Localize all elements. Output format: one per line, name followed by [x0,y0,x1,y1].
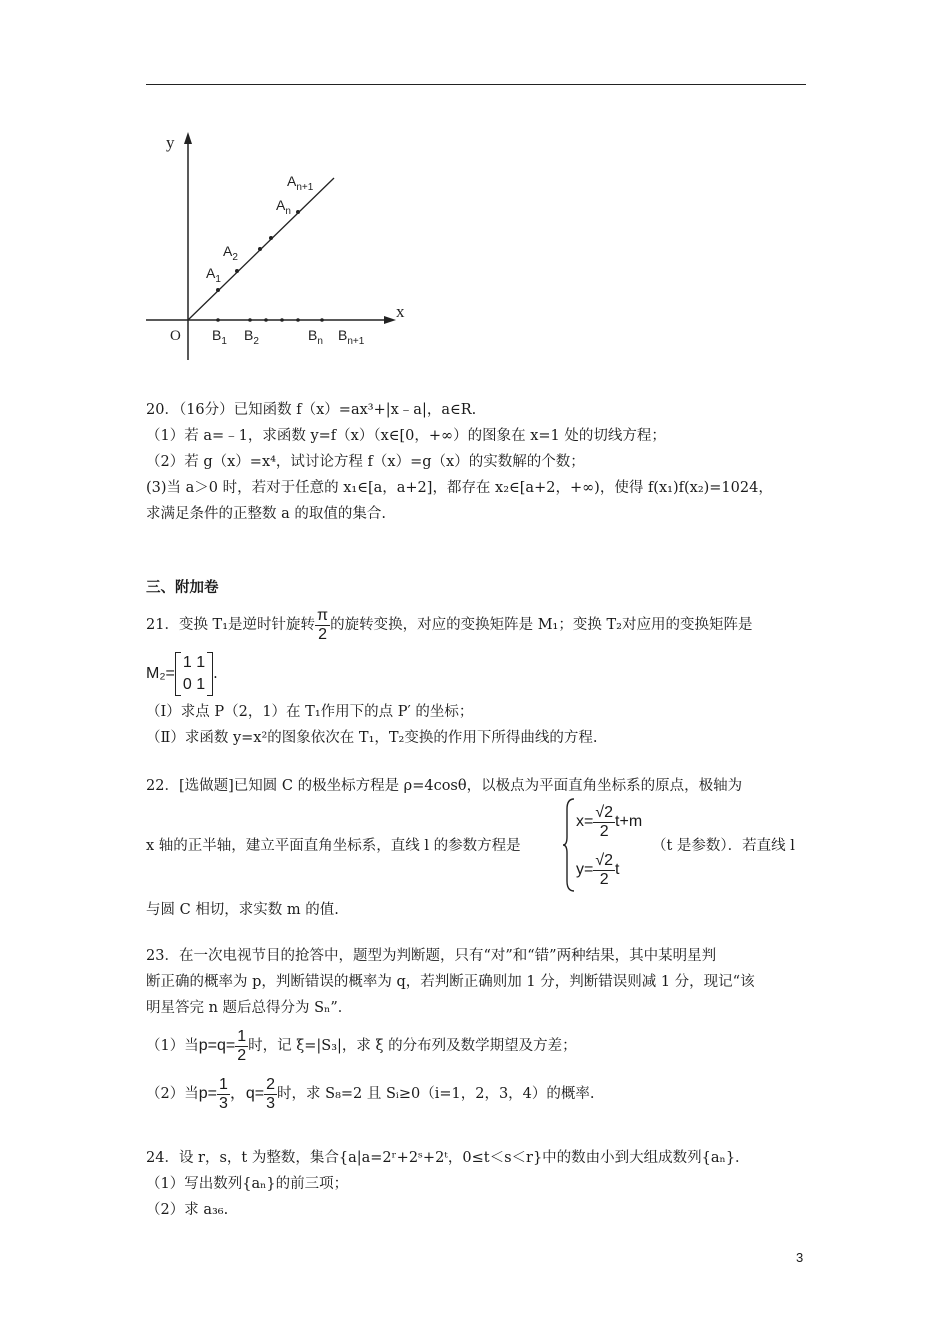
q21-line4: （Ⅱ）求函数 y=x²的图象依次在 T₁，T₂变换的作用下所得曲线的方程. [146,730,598,746]
label-a1: $A_1$ [206,265,221,285]
point-bn [296,318,300,322]
page-number: 3 [796,1250,804,1265]
frac-num: 1 [237,1027,247,1045]
frac-num: π [317,606,329,624]
q22-eq2 [576,848,619,892]
coordinate-figure [140,128,430,368]
q20-line5: 求满足条件的正整数 a 的取值的集合. [146,506,386,522]
q21-line2 [146,650,218,698]
frac-den: 2 [237,1046,247,1064]
label-b1: $B_1$ [212,327,227,347]
q20-line2: （1）若 a=﹣1，求函数 y=f（x）（x∈[0，+∞）的图象在 x=1 处的切线方程； [146,428,666,444]
q22-line1: 22．[选做题]已知圆 C 的极坐标方程是 ρ=4cosθ，以极点为平面直角坐标系的原点，极轴为 [146,778,743,794]
label-an: $A_n$ [276,197,291,217]
matrix-m2 [175,652,213,696]
frac-num: 1 [218,1075,228,1093]
q21-line3: （Ⅰ）求点 P（2，1）在 T₁作用下的点 P′ 的坐标； [146,704,474,720]
section-title: 三、附加卷 [146,580,219,596]
pi-over-2 [315,607,330,644]
point-a2 [235,269,239,273]
q21-text-b: 的旋转变换，对应的变换矩阵是 M₁；变换 T₂对应用的变换矩阵是 [330,617,753,633]
q22-line2a: x 轴的正半轴，建立平面直角坐标系，直线 l 的参数方程是 [146,838,521,854]
m2-label: M₂= [146,665,175,682]
q20-line4: (3)当 a＞0 时，若对于任意的 x₁∈[a，a+2]，都存在 x₂∈[a+2，+∞)，使得 f(x₁)f(x₂)=1024， [146,480,773,496]
p1-text-b: 时，记 ξ=|S₃|，求 ξ 的分布列及数学期望及方差； [248,1038,577,1054]
eq1-rhs: t+m [615,813,643,830]
left-brace [562,797,576,893]
q24-line1: 24．设 r，s，t 为整数，集合{a|a=2ʳ+2ˢ+2ᵗ，0≤t＜s＜r}中的数由小到大组成数列{aₙ}． [146,1150,750,1166]
q23-part1 [146,1026,577,1066]
point-b-dot [264,318,268,322]
q20-line3: （2）若 g（x）=x⁴，试讨论方程 f（x）=g（x）的实数解的个数； [146,454,585,470]
point-an [296,210,300,214]
frac-den: 2 [599,870,609,888]
m2-end: . [213,666,218,682]
p1-text-a: （1）当 [146,1038,199,1054]
frac-den: 3 [218,1094,228,1112]
eq2-rhs: t [615,861,620,878]
p2-q: ，q= [229,1085,265,1102]
y-label: y [166,133,175,152]
q23-line1: 23．在一次电视节目的抢答中，题型为判断题，只有“对”和“错”两种结果，其中某明星判 [146,948,717,964]
label-an1: $A_{n+1}$ [287,173,314,193]
q21-text-a: 21．变换 T₁是逆时针旋转 [146,617,316,633]
frac-num: √2 [595,803,614,821]
header-rule [146,84,806,85]
point-b1 [216,318,220,322]
frac-den: 2 [599,822,609,840]
q23-line2: 断正确的概率为 p，判断错误的概率为 q，若判断正确则加 1 分，判断错误则减 1 分，现记“该 [146,974,755,990]
q20-line1: 20．（16分）已知函数 f（x）=ax³+|x﹣a|，a∈R. [146,402,477,418]
q24-line3: （2）求 a₃₆. [146,1202,229,1218]
x-label: x [396,302,405,321]
point-b-dot [280,318,284,322]
q21-line1 [146,604,752,646]
frac-den: 3 [266,1094,276,1112]
label-bn1: $B_{n+1}$ [338,327,365,347]
q22-eq1 [576,800,642,844]
matrix-row: 1 1 [182,654,206,671]
sqrt2-over-2 [593,804,615,841]
q22-line3: 与圆 C 相切，求实数 m 的值. [146,902,339,918]
frac-num: 2 [266,1075,276,1093]
y-axis-arrow [184,132,192,144]
q22-line2b: （t 是参数）．若直线 l [652,838,795,854]
two-thirds [264,1076,277,1113]
sqrt2-over-2 [593,852,615,889]
frac-den: 2 [318,625,328,643]
q23-part2 [146,1074,595,1114]
label-a2: $A_2$ [223,243,238,263]
x-axis-arrow [384,316,396,324]
point-b2 [248,318,252,322]
p2-text-a: （2）当 [146,1086,199,1102]
frac-num: √2 [595,851,614,869]
p2-p: p= [198,1085,217,1102]
eq1-lhs: x= [576,813,594,830]
q23-line3: 明星答完 n 题后总得分为 Sₙ”． [146,1000,353,1016]
matrix-row: 0 1 [182,676,206,693]
point-bn1 [320,318,324,322]
eq2-lhs: y= [576,861,594,878]
q24-line2: （1）写出数列{aₙ}的前三项； [146,1176,349,1192]
origin-label: O [170,328,181,344]
p1-eq: p=q= [198,1037,236,1054]
p2-text-b: 时，求 S₈=2 且 Sᵢ≥0（i=1，2，3，4）的概率. [277,1086,595,1102]
one-half [235,1028,248,1065]
point-a-dot [258,247,262,251]
label-bn: $B_n$ [308,327,323,347]
point-a-dot [269,236,273,240]
point-a1 [216,288,220,292]
label-b2: $B_2$ [244,327,259,347]
one-third [217,1076,230,1113]
